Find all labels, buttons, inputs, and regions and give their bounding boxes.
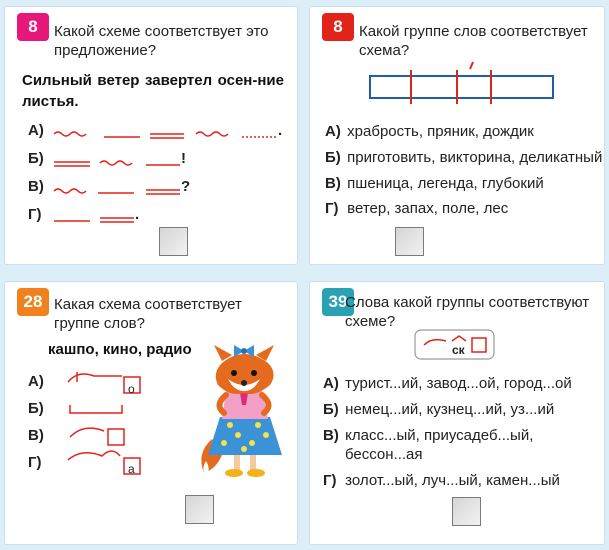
scheme-g (64, 446, 154, 478)
option-a[interactable]: А) (28, 122, 44, 139)
task-number-badge: 8 (17, 13, 49, 41)
scheme-a (52, 122, 292, 146)
question-text: Какой группе слов соответствует схема? (359, 23, 588, 59)
answer-box[interactable] (395, 227, 424, 256)
question-text: Какая схема соответствует группе слов? (54, 296, 242, 332)
option-g[interactable]: Г) (28, 206, 42, 223)
answer-box[interactable] (159, 227, 188, 256)
option-a[interactable]: А) храбрость, пряник, дождик (325, 123, 534, 140)
option-v[interactable]: В) пшеница, легенда, глубокий (325, 175, 544, 192)
question-text: Какой схеме соответствует это предложение? (54, 23, 269, 59)
option-b[interactable]: Б) (28, 150, 44, 167)
option-a-end-mark: . (278, 122, 283, 139)
ending-letter: о (128, 382, 135, 396)
option-b[interactable]: Б) (28, 400, 44, 417)
option-v[interactable]: В) (28, 427, 44, 444)
answer-box[interactable] (185, 495, 214, 524)
option-g[interactable]: Г) (28, 454, 42, 471)
option-b[interactable]: Б) немец...ий, кузнец...ий, уз...ий (323, 401, 555, 418)
task-card-1 (4, 6, 298, 265)
question-text: Слова какой группы соответствуют схеме? (345, 294, 590, 330)
task-card-4 (309, 281, 605, 545)
task-number-badge: 28 (17, 288, 49, 316)
scheme-b (64, 399, 144, 421)
task-number-badge: 8 (322, 13, 354, 41)
answer-box[interactable] (452, 497, 481, 526)
suffix-label: ск (452, 343, 465, 357)
option-a[interactable]: А) (28, 373, 44, 390)
option-g[interactable]: Г) золот...ый, луч...ый, камен...ый (323, 472, 560, 489)
option-v-continued: бессон...ая (345, 446, 423, 463)
scheme-b (52, 150, 192, 174)
option-b-end-mark: ! (181, 150, 186, 167)
task-card-2 (309, 6, 605, 265)
option-g-end-mark: . (135, 206, 140, 223)
option-a[interactable]: А) турист...ий, завод...ой, город...ой (323, 375, 572, 392)
option-b[interactable]: Б) приготовить, викторина, деликатный (325, 149, 603, 166)
option-v[interactable]: В) класс...ый, приусадеб...ый, (323, 427, 534, 444)
task-card-3 (4, 281, 298, 545)
sentence-text: Сильный ветер завертел осен-ние листья. (22, 72, 284, 110)
scheme-v (52, 178, 192, 202)
word-group: кашпо, кино, радио (48, 341, 192, 358)
option-g[interactable]: Г) ветер, запах, поле, лес (325, 200, 509, 217)
fox-illustration (194, 343, 294, 483)
option-v[interactable]: В) (28, 178, 44, 195)
scheme-a (64, 368, 154, 398)
word-scheme (369, 68, 559, 108)
option-v-end-mark: ? (181, 178, 191, 195)
task-number-badge: 39 (322, 288, 354, 316)
ending-letter: а (128, 462, 135, 476)
